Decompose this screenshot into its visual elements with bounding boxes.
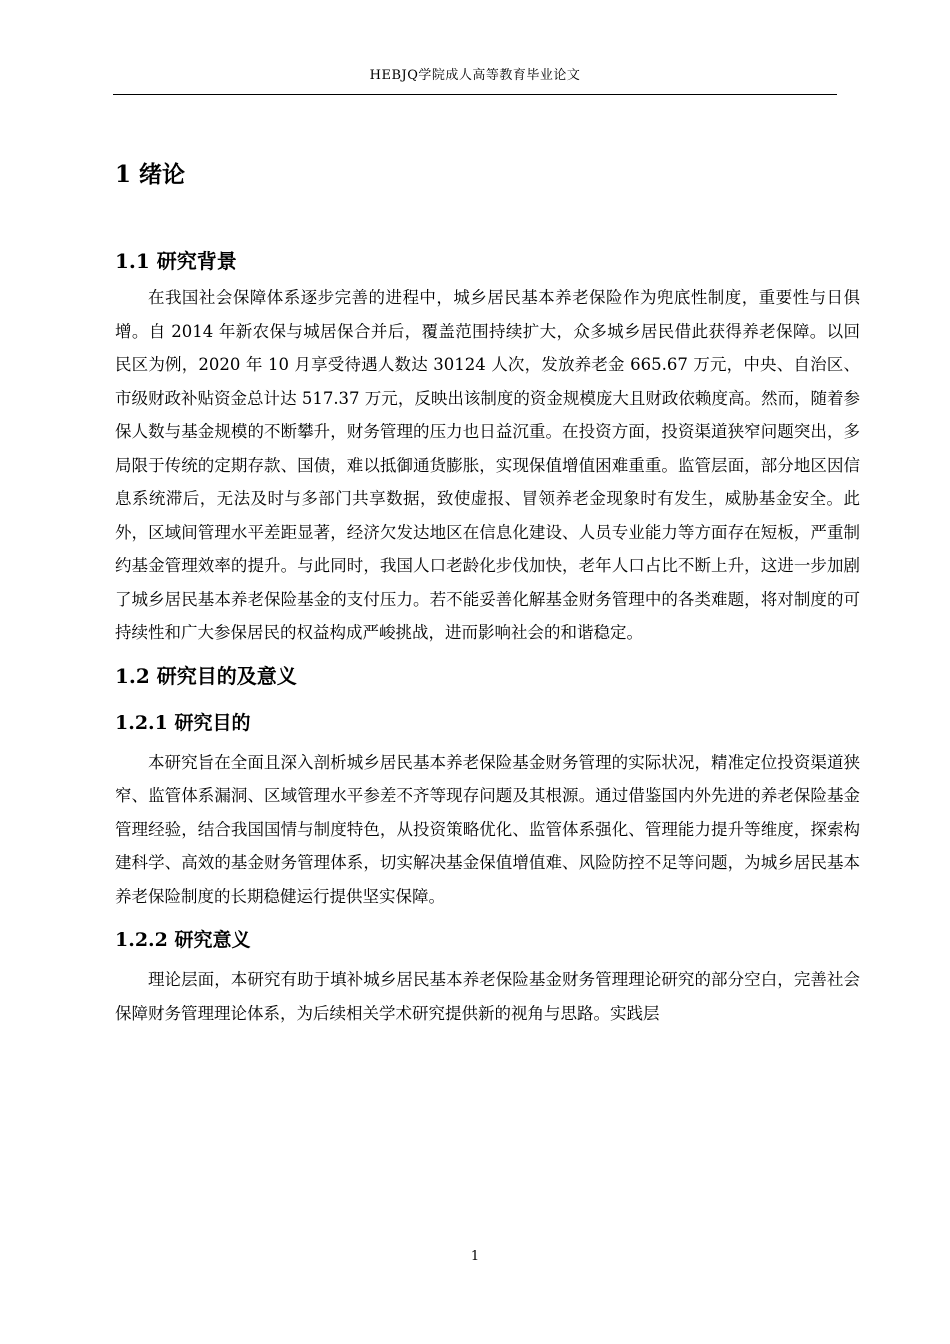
section-heading-1-1: 1.1 研究背景 [115,249,237,273]
running-header: HEBJQ学院成人高等教育毕业论文 [369,68,581,83]
page-body [115,155,860,1030]
header-divider [113,94,837,95]
paragraph-research-purpose: 本研究旨在全面且深入剖析城乡居民基本养老保险基金财务管理的实际状况，精准定位投资渠道狭窄、监管体系漏洞、区域管理水平参差不齐等现存问题及其根源。通过借鉴国内外先进的养老保险基金管理经验，结合我国国情与制度特色，从投资策略优化、监管体系强化、管理能力提升等维度，探索构建科学、高效的基金财务管理体系，切实解决基金保值增值难、风险防控不足等问题，为城乡居民基本养老保险制度的长期稳健运行提供坚实保障。 [115,752,860,906]
page-number: 1 [470,1249,480,1264]
paragraph-research-significance: 理论层面，本研究有助于填补城乡居民基本养老保险基金财务管理理论研究的部分空白，完善社会保障财务管理理论体系，为后续相关学术研究提供新的视角与思路。实践层 [115,970,860,1023]
chapter-title: 1 绪论 [115,161,186,188]
subsection-heading-1-2-2: 1.2.2 研究意义 [115,929,251,951]
subsection-heading-1-2-1: 1.2.1 研究目的 [115,711,251,734]
section-heading-1-2: 1.2 研究目的及意义 [115,663,297,688]
paragraph-research-background: 在我国社会保障体系逐步完善的进程中，城乡居民基本养老保险作为兜底性制度，重要性与日俱增。自 2014 年新农保与城居保合并后，覆盖范围持续扩大，众多城乡居民借此获得养老保障。以回民区为例，2020 年 10 月享受待遇人数达 30124 人次，发放养老金 665.67 万元，中央、自治区、市级财政补贴资金总计达 517.37 万元，反映出该制度的资金规模庞大且财政依赖度高。然而，随着参保人数与基金规模的不断攀升，财务管理的压力也日益沉重。在投资方面，投资渠道狭窄问题突出，多局限于传统的定期存款、国债，难以抵御通货膨胀，实现保值增值困难重重。监管层面，部分地区因信息系统滞后，无法及时与多部门共享数据，致使虚报、冒领养老金现象时有发生，威胁基金安全。此外，区域间管理水平差距显著，经济欠发达地区在信息化建设、人员专业能力等方面存在短板，严重制约基金管理效率的提升。与此同时，我国人口老龄化步伐加快，老年人口占比不断上升，这进一步加剧了城乡居民基本养老保险基金的支付压力。若不能妥善化解基金财务管理中的各类难题，将对制度的可持续性和广大参保居民的权益构成严峻挑战，进而影响社会的和谐稳定。 [115,288,860,642]
